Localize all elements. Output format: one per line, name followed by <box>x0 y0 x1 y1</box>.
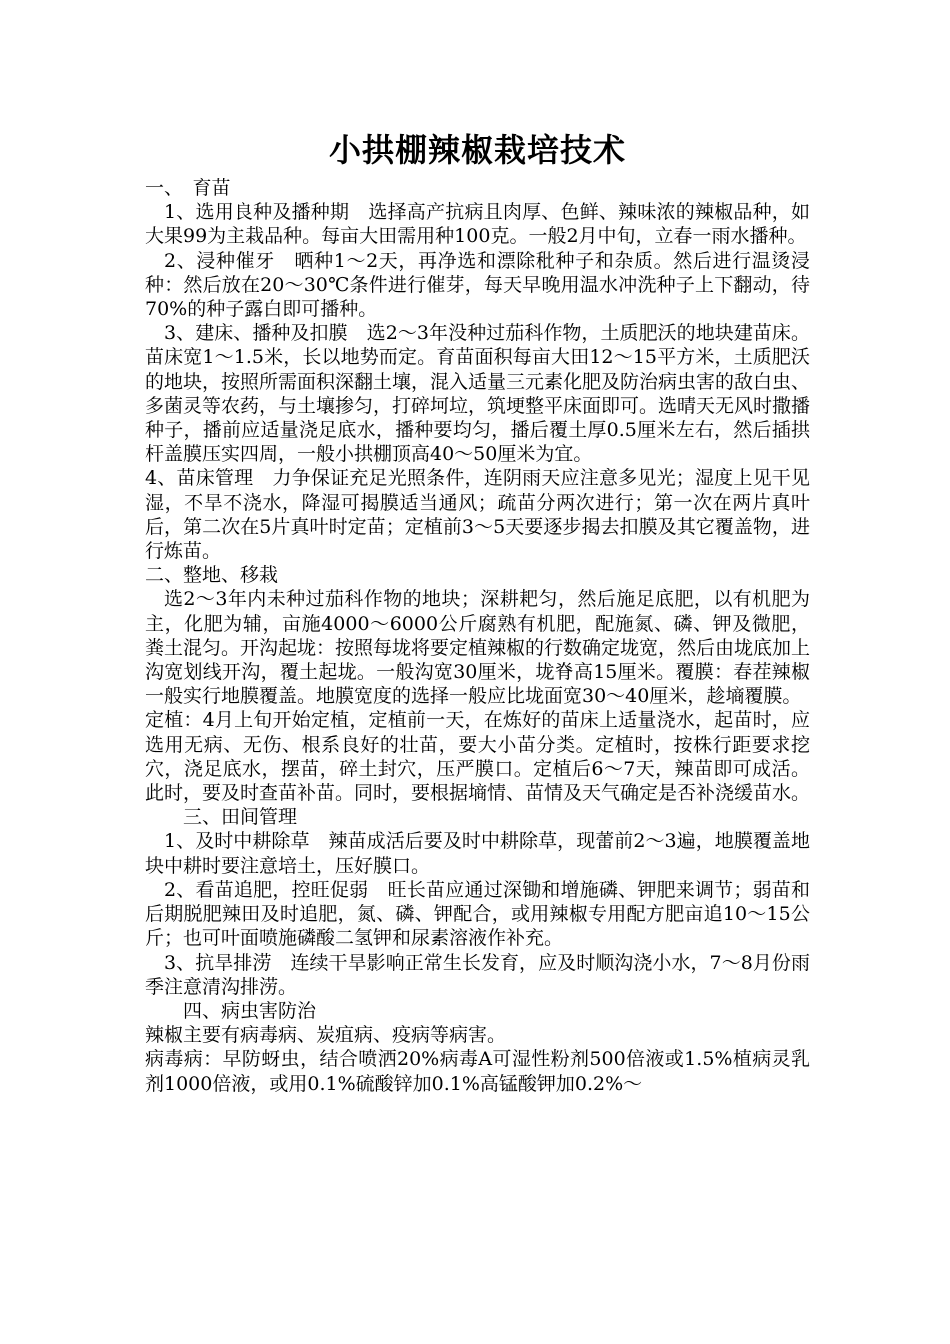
section-heading-seedling: 一、 育苗 <box>145 177 231 199</box>
paragraph-drought-flood: 3、抗旱排涝 连续干旱影响正常生长发育，应及时顺沟浇小水，7～8月份雨季注意清沟排涝。 <box>145 951 810 998</box>
paragraph-seedbed-management: 4、苗床管理 力争保证充足光照条件，连阴雨天应注意多见光；湿度上见干见湿，不旱不浇水，降湿可揭膜适当通风；疏苗分两次进行；第一次在两片真叶后，第二次在5片真叶时定苗；定植前3～5天要逐步揭去扣膜及其它覆盖物，进行炼苗。 <box>145 467 810 563</box>
paragraph-diseases: 辣椒主要有病毒病、炭疽病、疫病等病害。 <box>145 1024 507 1047</box>
paragraph-virus-disease: 病毒病：早防蚜虫，结合喷洒20%病毒A可湿性粉剂500倍液或1.5%植病灵乳剂1000倍液，或用0.1%硫酸锌加0.1%高锰酸钾加0.2%～ <box>145 1048 810 1095</box>
paragraph-weeding: 1、及时中耕除草 辣苗成活后要及时中耕除草，现蕾前2～3遍，地膜覆盖地块中耕时要注意培土，压好膜口。 <box>145 830 810 877</box>
paragraph-fertilizing: 2、看苗追肥，控旺促弱 旺长苗应通过深锄和增施磷、钾肥来调节；弱苗和后期脱肥辣田及时追肥，氮、磷、钾配合，或用辣椒专用配方肥亩追10～15公斤；也可叶面喷施磷酸二氢钾和尿素溶液作补充。 <box>145 878 810 950</box>
paragraph-seedbed-sowing: 3、建床、播种及扣膜 选2～3年没种过茄科作物，土质肥沃的地块建苗床。苗床宽1～1.5米，长以地势而定。育苗面积每亩大田12～15平方米，土质肥沃的地块，按照所需面积深翻土壤，混入适量三元素化肥及防治病虫害的敌白虫、多菌灵等农药，与土壤掺匀，打碎坷垃，筑埂整平床面即可。选晴天无风时撒播种子，播前应适量浇足底水，播种要均匀，播后覆土厚0.5厘米左右，然后插拱杆盖膜压实四周，一般小拱棚顶高40～50厘米为宜。 <box>145 322 811 466</box>
section-heading-field-management: 三、田间管理 <box>183 806 298 829</box>
section-heading-transplant: 二、整地、移栽 <box>145 564 279 587</box>
document-page <box>145 128 810 1096</box>
paragraph-seed-soaking: 2、浸种催牙 晒种1～2天，再净选和漂除秕种子和杂质。然后进行温烫浸种：然后放在20～30℃条件进行催芽，每天早晚用温水冲洗种子上下翻动，待70%的种子露白即可播种。 <box>145 249 810 321</box>
paragraph-planting: 定植：4月上旬开始定植，定植前一天，在炼好的苗床上适量浇水，起苗时，应选用无病、无伤、根系良好的壮苗，要大小苗分类。定植时，按株行距要求挖穴，浇足底水，摆苗，碎土封穴，压严膜口。定植后6～7天，辣苗即可成活。此时，要及时查苗补苗。同时，要根据墒情、苗情及天气确定是否补浇缓苗水。 <box>145 709 811 805</box>
section-heading-pest-control: 四、病虫害防治 <box>183 999 317 1022</box>
paragraph-variety-selection: 1、选用良种及播种期 选择高产抗病且肉厚、色鲜、辣味浓的辣椒品种，如大果99为主栽品种。每亩大田需用种100克。一般2月中旬，立春一雨水播种。 <box>145 201 810 248</box>
page-title: 小拱棚辣椒栽培技术 <box>328 131 626 169</box>
paragraph-land-preparation: 选2～3年内未种过茄科作物的地块；深耕耙匀，然后施足底肥，以有机肥为主，化肥为辅，亩施4000～6000公斤腐熟有机肥，配施氮、磷、钾及微肥，粪土混匀。开沟起垅：按照每垅将要定植辣椒的行数确定垅宽，然后由垅底加上沟宽划线开沟，覆土起垅。一般沟宽30厘米，垅脊高15厘米。覆膜：春茬辣椒一般实行地膜覆盖。地膜宽度的选择一般应比垅面宽30～40厘米，趁墒覆膜。 <box>145 588 811 708</box>
